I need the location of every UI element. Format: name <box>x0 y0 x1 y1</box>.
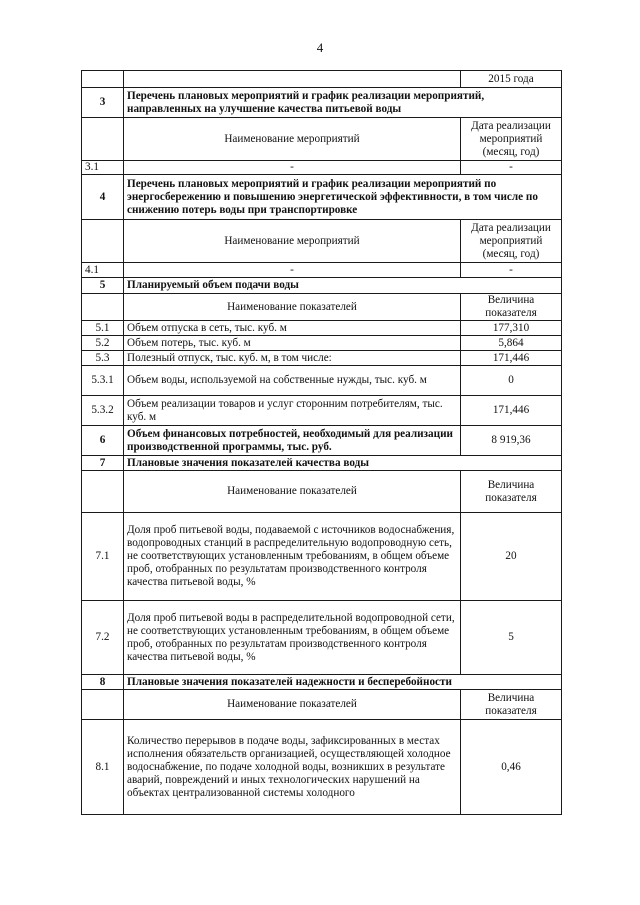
col-event-name: Наименование мероприятий <box>124 118 461 161</box>
section-4-row <box>82 175 562 220</box>
row-value: 171,446 <box>461 351 562 366</box>
row-name: Объем отпуска в сеть, тыс. куб. м <box>124 321 461 336</box>
row-value: 8 919,36 <box>461 426 562 456</box>
section-title: Плановые значения показателей качества воды <box>124 456 562 471</box>
table-row <box>82 161 562 175</box>
section-number: 3 <box>82 88 124 118</box>
row-value: 20 <box>461 513 562 601</box>
row-name: Объем воды, используемой на собственные нужды, тыс. куб. м <box>124 366 461 396</box>
table-row <box>82 720 562 815</box>
row-value: 0 <box>461 366 562 396</box>
col-indicator-name: Наименование показателей <box>124 471 461 513</box>
col-indicator-value: Величина показателя <box>461 471 562 513</box>
row-number: 3.1 <box>82 161 124 175</box>
row-name: Доля проб питьевой воды в распределительной водопроводной сети, не соответствующих установленным требованиям, в общем объеме проб, отобранных по результатам производственного контроля качества питьевой воды, % <box>124 601 461 675</box>
section-title: Планируемый объем подачи воды <box>124 278 562 294</box>
row-value: 5 <box>461 601 562 675</box>
table-row <box>82 336 562 351</box>
section-8-row <box>82 675 562 690</box>
dash-cell: - <box>461 161 562 175</box>
row-name: Объем потерь, тыс. куб. м <box>124 336 461 351</box>
section-title: Объем финансовых потребностей, необходимый для реализации производственной программы, тыс. руб. <box>124 426 461 456</box>
section-number: 7 <box>82 456 124 471</box>
col-event-name: Наименование мероприятий <box>124 220 461 263</box>
row-value: 0,46 <box>461 720 562 815</box>
dash-cell: - <box>461 263 562 278</box>
table-row <box>82 601 562 675</box>
page-number: 4 <box>316 40 324 55</box>
section-title: Перечень плановых мероприятий и график реализации мероприятий по энергосбережению и повышению энергетической эффективности, в том числе по снижению потерь воды при транспортировке <box>124 175 562 220</box>
year-header-row <box>82 71 562 88</box>
table-row <box>82 513 562 601</box>
row-value: 177,310 <box>461 321 562 336</box>
section-number: 4 <box>82 175 124 220</box>
table-row <box>82 351 562 366</box>
row-number: 7.2 <box>82 601 124 675</box>
row-number: 5.3.2 <box>82 396 124 426</box>
table-row <box>82 263 562 278</box>
row-number: 5.2 <box>82 336 124 351</box>
col-indicator-value: Величина показателя <box>461 294 562 321</box>
row-number: 4.1 <box>82 263 124 278</box>
column-header-row <box>82 471 562 513</box>
row-name: Полезный отпуск, тыс. куб. м, в том числе: <box>124 351 461 366</box>
column-header-row <box>82 118 562 161</box>
col-indicator-name: Наименование показателей <box>124 294 461 321</box>
year-header: 2015 года <box>461 71 562 88</box>
section-3-row <box>82 88 562 118</box>
column-header-row <box>82 294 562 321</box>
col-event-date: Дата реализации мероприятий (месяц, год) <box>461 118 562 161</box>
row-number: 5.3.1 <box>82 366 124 396</box>
section-5-row <box>82 278 562 294</box>
section-title: Перечень плановых мероприятий и график реализации мероприятий, направленных на улучшение качества питьевой воды <box>124 88 562 118</box>
section-number: 8 <box>82 675 124 690</box>
col-indicator-name: Наименование показателей <box>124 690 461 720</box>
col-indicator-value: Величина показателя <box>461 690 562 720</box>
column-header-row <box>82 220 562 263</box>
table-row <box>82 396 562 426</box>
row-name: Объем реализации товаров и услуг сторонним потребителям, тыс. куб. м <box>124 396 461 426</box>
table-row <box>82 321 562 336</box>
row-number: 7.1 <box>82 513 124 601</box>
section-number: 6 <box>82 426 124 456</box>
row-value: 171,446 <box>461 396 562 426</box>
section-title: Плановые значения показателей надежности и бесперебойности <box>124 675 562 690</box>
row-name: Количество перерывов в подаче воды, зафиксированных в местах исполнения обязательств организацией, осуществляющей холодное водоснабжение, по подаче холодной воды, возникших в результате аварий, повреждений и иных технологических нарушений на объектах централизованной системы холодного <box>124 720 461 815</box>
dash-cell: - <box>124 161 461 175</box>
program-table <box>81 70 562 815</box>
section-6-row <box>82 426 562 456</box>
table-row <box>82 366 562 396</box>
row-name: Доля проб питьевой воды, подаваемой с источников водоснабжения, водопроводных станций в распределительную водопроводную сеть, не соответствующих установленным требованиям, в общем объеме проб, отобранных по результатам производственного контроля качества питьевой воды, % <box>124 513 461 601</box>
col-event-date: Дата реализации мероприятий (месяц, год) <box>461 220 562 263</box>
row-number: 5.1 <box>82 321 124 336</box>
section-7-row <box>82 456 562 471</box>
row-number: 5.3 <box>82 351 124 366</box>
column-header-row <box>82 690 562 720</box>
dash-cell: - <box>124 263 461 278</box>
row-value: 5,864 <box>461 336 562 351</box>
row-number: 8.1 <box>82 720 124 815</box>
section-number: 5 <box>82 278 124 294</box>
